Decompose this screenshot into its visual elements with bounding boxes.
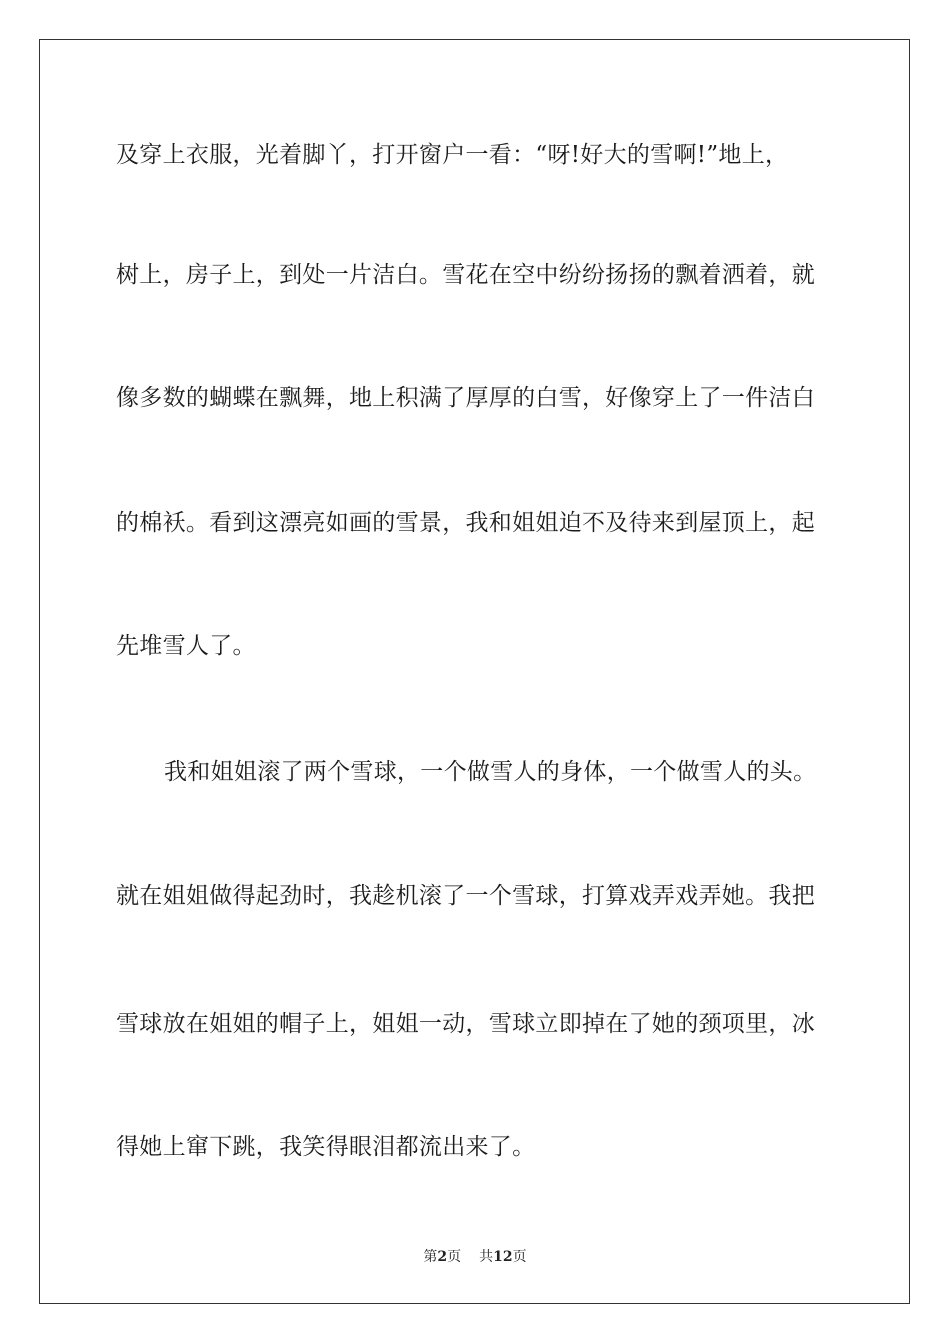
footer-total-suffix: 页	[512, 1249, 527, 1265]
text-line-1: 及穿上衣服，光着脚丫，打开窗户一看：“呀!好大的雪啊!”地上，	[116, 142, 789, 168]
text-line-3: 像多数的蝴蝶在飘舞，地上积满了厚厚的白雪，好像穿上了一件洁白	[116, 385, 815, 411]
text-line-9: 得她上窜下跳，我笑得眼泪都流出来了。	[116, 1134, 536, 1160]
page-footer	[0, 1247, 950, 1267]
text-line-4: 的棉袄。看到这漂亮如画的雪景，我和姐姐迫不及待来到屋顶上，起	[116, 510, 815, 536]
text-line-8: 雪球放在姐姐的帽子上，姐姐一动，雪球立即掉在了她的颈项里，冰	[116, 1011, 815, 1037]
text-line-7: 就在姐姐做得起劲时，我趁机滚了一个雪球，打算戏弄戏弄她。我把	[116, 883, 815, 909]
page-border	[39, 39, 910, 1304]
footer-page-suffix: 页	[447, 1249, 462, 1265]
footer-page-prefix: 第	[423, 1249, 438, 1265]
footer-total-pages: 12	[493, 1249, 513, 1265]
text-line-6-paragraph-start: 我和姐姐滚了两个雪球，一个做雪人的身体，一个做雪人的头。	[164, 759, 817, 785]
text-line-2: 树上，房子上，到处一片洁白。雪花在空中纷纷扬扬的飘着洒着，就	[116, 262, 815, 288]
footer-page-number: 2	[437, 1249, 448, 1265]
footer-total-prefix: 共	[479, 1249, 494, 1265]
text-line-5: 先堆雪人了。	[116, 633, 256, 659]
